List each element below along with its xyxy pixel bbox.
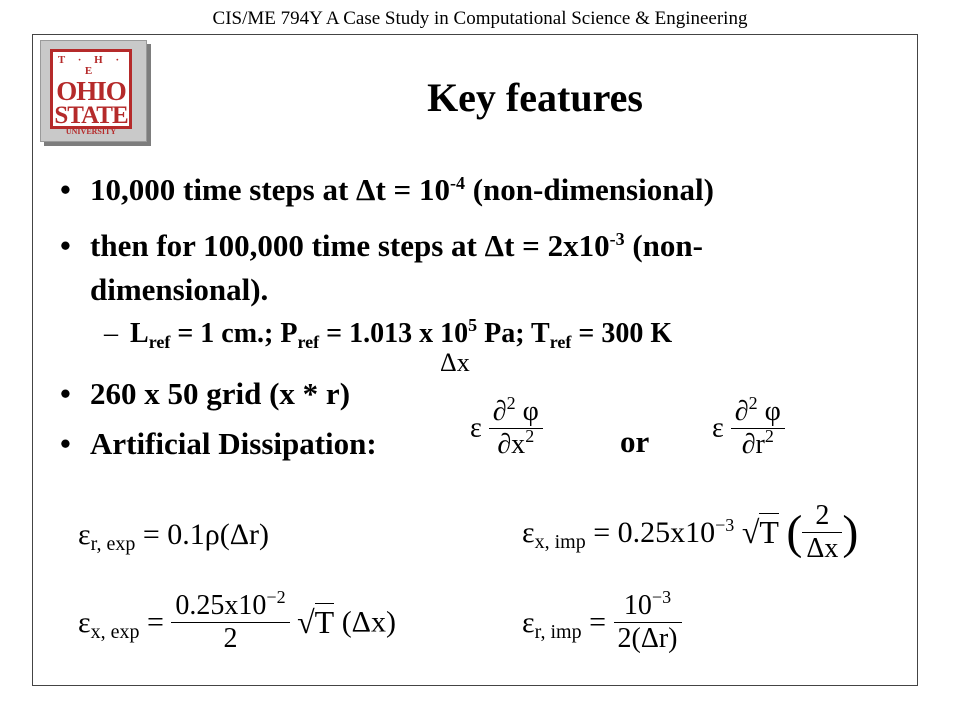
dissipation-text: Artificial Dissipation: xyxy=(90,426,377,461)
b1-exp: -4 xyxy=(449,173,465,193)
eq-eps-x-imp: $\varepsilon_{x, imp} = 0.25x10^{-3}$ √T ( $\frac{2}{\Delta x}$ ) xyxy=(522,500,859,564)
p-ref-sub: ref xyxy=(297,332,320,352)
logo-university: UNIVERSITY xyxy=(65,127,117,136)
b2-line2: dimensional). xyxy=(90,272,269,307)
dissipation-term-x: ε $\frac{\partial^2 \varphi}{\partial x^2}$ xyxy=(470,396,543,461)
bullet-dot: • xyxy=(60,228,71,263)
logo-ohio: OHIO xyxy=(56,76,126,106)
eps-r: ε xyxy=(712,412,724,444)
b1-pre: 10,000 time steps at xyxy=(90,172,357,207)
left-paren-icon: ( xyxy=(786,506,803,559)
sqrt-icon: √T xyxy=(741,514,779,550)
p-ref-unit: Pa; T xyxy=(477,318,550,349)
b2-post: (non- xyxy=(624,228,703,263)
l-ref: L xyxy=(130,318,149,349)
delta-x-label: Δx xyxy=(440,348,470,377)
b2-exp: -3 xyxy=(609,229,625,249)
p-ref-exp: 5 xyxy=(468,315,478,335)
bullet-dot: • xyxy=(60,376,71,411)
eq-eps-r-exp: $\varepsilon_{r, exp} = 0.1\rho(\Delta r)$ xyxy=(78,518,270,555)
logo-the: T · H · E xyxy=(57,54,125,77)
t-ref-val: = 300 K xyxy=(571,318,673,349)
course-header: CIS/ME 794Y A Case Study in Computational Science & Engineering xyxy=(212,8,748,29)
slide-frame xyxy=(32,34,918,686)
slide-title: Key features xyxy=(427,75,643,120)
reference-values xyxy=(104,315,673,352)
right-paren-icon: ) xyxy=(842,506,859,559)
logo-state: STATE xyxy=(54,102,128,129)
l-ref-sub: ref xyxy=(148,332,171,352)
sqrt-icon: √T xyxy=(297,604,335,640)
t-ref-sub: ref xyxy=(549,332,572,352)
p-ref-val: = 1.013 x 10 xyxy=(319,318,469,349)
b1-delta: Δt = 10 xyxy=(356,172,450,207)
bullet-dot: • xyxy=(60,426,71,461)
dissipation-term-r: ε $\frac{\partial^2 \varphi}{\partial r^2}$ xyxy=(712,396,785,461)
sub-dash: – xyxy=(104,318,118,349)
b2-delta: Δt = 2x10 xyxy=(484,228,610,263)
l-ref-val: = 1 cm.; P xyxy=(170,318,298,349)
eps-x: ε xyxy=(470,412,482,444)
eq-eps-r-imp: $\varepsilon_{r, imp}$ = $\frac{10^{-3}}{2(\Delta r)}$ xyxy=(522,590,682,655)
grid-text: 260 x 50 grid (x * r) xyxy=(90,376,351,411)
b2-pre: then for 100,000 time steps at xyxy=(90,228,485,263)
or-label: or xyxy=(620,424,650,459)
eq-eps-x-exp: $\varepsilon_{x, exp}$ = $\frac{0.25x10^{-2}}{2}$ √T (Δx) xyxy=(78,587,396,654)
b1-post: (non-dimensional) xyxy=(464,172,714,207)
bullet-dot: • xyxy=(60,172,71,207)
